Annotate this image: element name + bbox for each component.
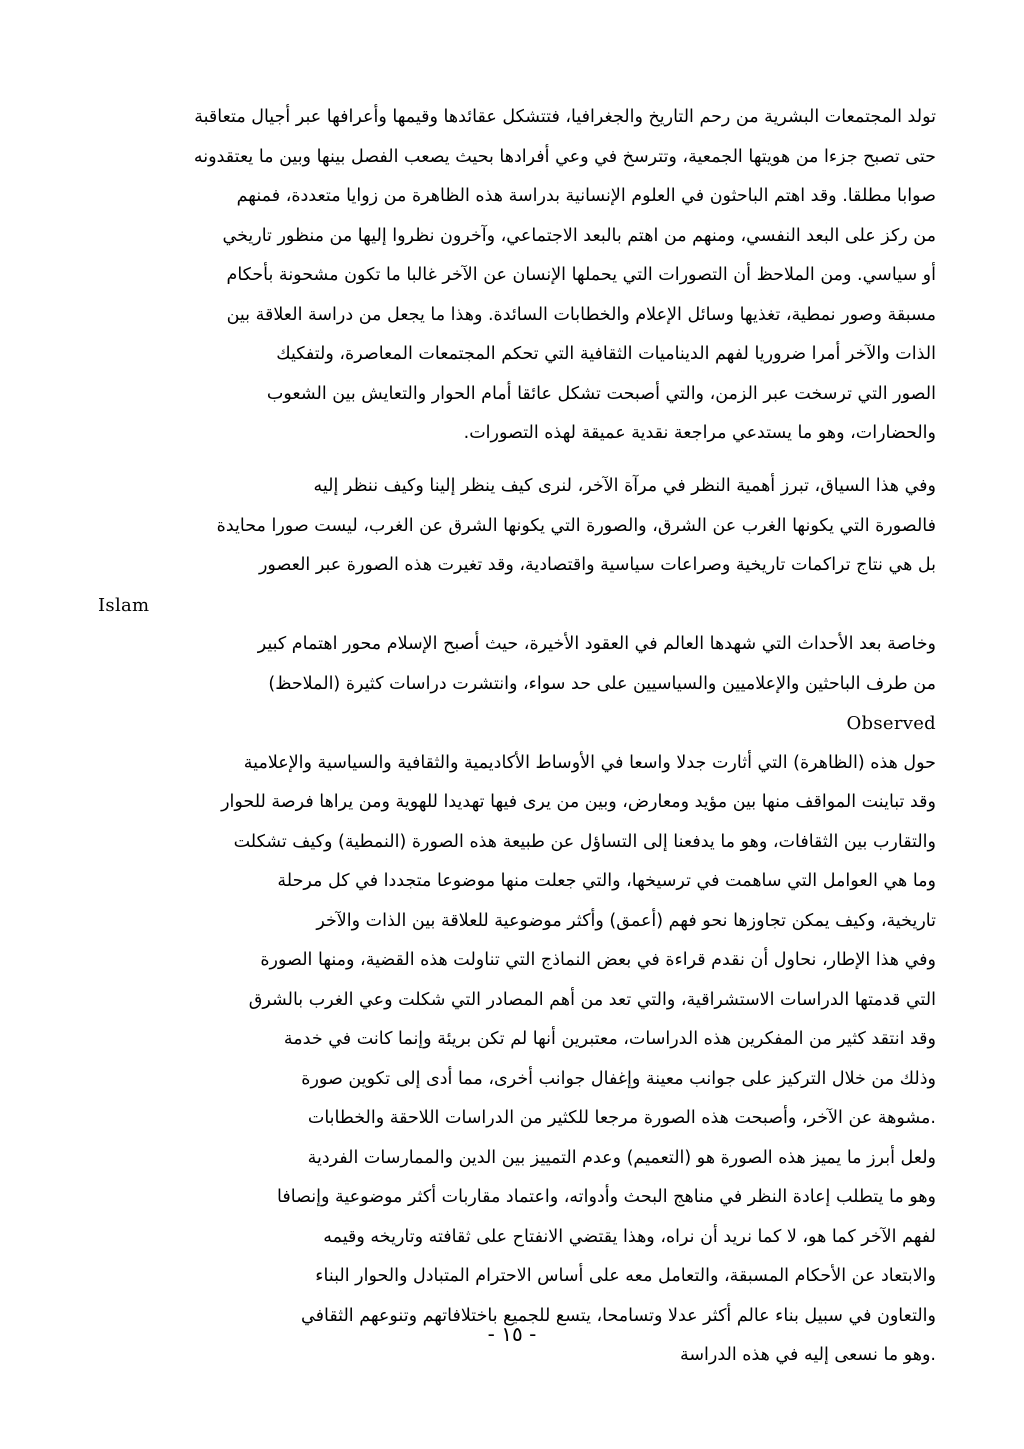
- text-line: ﻭﺧﺎﺻﺔ ﺑﻌﺪ ﺍﻷﺣﺪﺍﺙ ﺍﻟﺘﻲ ﺷﻬﺪﻫﺎ ﺍﻟﻌﺎﻟﻢ ﻓﻲ ﺍﻟﻌﻘﻮﺩ ﺍﻷﺧﻴﺮﺓ، ﺣﻴﺚ ﺃﺻﺒﺢ ﺍﻹﺳﻼﻡ ﻣﺤﻮﺭ ﺍﻫﺘﻤﺎﻡ ﻛﺒﻴﺮ: [257, 634, 936, 654]
- text-line: ﻭﻓﻲ ﻫﺬﺍ ﺍﻟﺴﻴﺎﻕ، ﺗﺒﺮﺯ ﺃﻫﻤﻴﺔ ﺍﻟﻨﻈﺮ ﻓﻲ ﻣﺮﺁﺓ ﺍﻵﺧﺮ، ﻟﻨﺮﻯ ﻛﻴﻒ ﻳﻨﻈﺮ ﺇﻟﻴﻨﺎ ﻭﻛﻴﻒ ﻧﻨﻈﺮ ﺇﻟﻴﻪ: [313, 476, 936, 496]
- text-line: ﻭﺍﻟﺤﻀﺎﺭﺍﺕ، ﻭﻫﻮ ﻣﺎ ﻳﺴﺘﺪﻋﻲ ﻣﺮﺍﺟﻌﺔ ﻧﻘﺪﻳﺔ ﻋﻤﻴﻘﺔ ﻟﻬﺬﻩ ﺍﻟﺘﺼﻮﺭﺍﺕ.: [463, 423, 936, 443]
- text-line: ﻭﺍﻻﺑﺘﻌﺎﺩ ﻋﻦ ﺍﻷﺣﻜﺎﻡ ﺍﻟﻤﺴﺒﻘﺔ، ﻭﺍﻟﺘﻌﺎﻣﻞ ﻣﻌﻪ ﻋﻠﻰ ﺃﺳﺎﺱ ﺍﻻﺣﺘﺮﺍﻡ ﺍﻟﻤﺘﺒﺎﺩﻝ ﻭﺍﻟﺤﻮﺍﺭ ﺍﻟﺒﻨﺎﺀ: [315, 1266, 936, 1286]
- text-line: .ﻭﻫﻮ ﻣﺎ ﻧﺴﻌﻰ ﺇﻟﻴﻪ ﻓﻲ ﻫﺬﻩ ﺍﻟﺪﺭﺍﺳﺔ: [679, 1345, 936, 1365]
- text-line: ﻭﻣﺎ ﻫﻲ ﺍﻟﻌﻮﺍﻣﻞ ﺍﻟﺘﻲ ﺳﺎﻫﻤﺖ ﻓﻲ ﺗﺮﺳﻴﺨﻬﺎ، ﻭﺍﻟﺘﻲ ﺟﻌﻠﺖ ﻣﻨﻬﺎ ﻣﻮﺿﻮﻋﺎ ﻣﺘﺠﺪﺩﺍ ﻓﻲ ﻛﻞ ﻣﺮﺣﻠﺔ: [277, 871, 936, 891]
- latin-term-islam: Islam: [98, 594, 150, 616]
- text-line: ﺗﻮﻟﺪ ﺍﻟﻤﺠﺘﻤﻌﺎﺕ ﺍﻟﺒﺸﺮﻳﺔ ﻣﻦ ﺭﺣﻢ ﺍﻟﺘﺎﺭﻳﺦ ﻭﺍﻟﺠﻐﺮﺍﻓﻴﺎ، ﻓﺘﺘﺸﻜﻞ ﻋﻘﺎﺋﺪﻫﺎ ﻭﻗﻴﻤﻬﺎ ﻭﺃﻋﺮﺍﻓﻬﺎ ﻋﺒﺮ ﺃﺟﻴﺎﻝ ﻣﺘﻌﺎﻗﺒﺔ: [194, 107, 936, 127]
- text-line: ﻟﻔﻬﻢ ﺍﻵﺧﺮ ﻛﻤﺎ ﻫﻮ، ﻻ ﻛﻤﺎ ﻧﺮﻳﺪ ﺃﻥ ﻧﺮﺍﻩ، ﻭﻫﺬﺍ ﻳﻘﺘﻀﻲ ﺍﻻﻧﻔﺘﺎﺡ ﻋﻠﻰ ﺛﻘﺎﻓﺘﻪ ﻭﺗﺎﺭﻳﺨﻪ ﻭﻗﻴﻤﻪ: [323, 1226, 936, 1247]
- text-line: ﻭﺍﻟﺘﻌﺎﻭﻥ ﻓﻲ ﺳﺒﻴﻞ ﺑﻨﺎﺀ ﻋﺎﻟﻢ ﺃﻛﺜﺮ ﻋﺪﻻ ﻭﺗﺴﺎﻣﺤﺎ، ﻳﺘﺴﻊ ﻟﻠﺠﻤﻴﻊ ﺑﺎﺧﺘﻼﻓﺎﺗﻬﻢ ﻭﺗﻨﻮﻋﻬﻢ ﺍﻟﺜﻘﺎﻓﻲ: [301, 1305, 936, 1326]
- text-line: ﻭﻫﻮ ﻣﺎ ﻳﺘﻄﻠﺐ ﺇﻋﺎﺩﺓ ﺍﻟﻨﻈﺮ ﻓﻲ ﻣﻨﺎﻫﺞ ﺍﻟﺒﺤﺚ ﻭﺃﺩﻭﺍﺗﻪ، ﻭﺍﻋﺘﻤﺎﺩ ﻣﻘﺎﺭﺑﺎﺕ ﺃﻛﺜﺮ ﻣﻮﺿﻮﻋﻴﺔ ﻭﺇﻧﺼﺎﻓﺎ: [277, 1187, 936, 1207]
- text-line: ﺑﻞ ﻫﻲ ﻧﺘﺎﺝ ﺗﺮﺍﻛﻤﺎﺕ ﺗﺎﺭﻳﺨﻴﺔ ﻭﺻﺮﺍﻋﺎﺕ ﺳﻴﺎﺳﻴﺔ ﻭﺍﻗﺘﺼﺎﺩﻳﺔ، ﻭﻗﺪ ﺗﻐﻴﺮﺕ ﻫﺬﻩ ﺍﻟﺼﻮﺭﺓ ﻋﺒﺮ ﺍﻟﻌﺼﻮﺭ: [258, 555, 936, 575]
- text-line: ﺗﺎﺭﻳﺨﻴﺔ، ﻭﻛﻴﻒ ﻳﻤﻜﻦ ﺗﺠﺎﻭﺯﻫﺎ ﻧﺤﻮ ﻓﻬﻢ (ﺃﻋﻤﻖ) ﻭﺃﻛﺜﺮ ﻣﻮﺿﻮﻋﻴﺔ ﻟﻠﻌﻼﻗﺔ ﺑﻴﻦ ﺍﻟﺬﺍﺕ ﻭﺍﻵﺧﺮ: [316, 910, 936, 931]
- text-line: ﻣﻦ ﺭﻛﺰ ﻋﻠﻰ ﺍﻟﺒﻌﺪ ﺍﻟﻨﻔﺴﻲ، ﻭﻣﻨﻬﻢ ﻣﻦ ﺍﻫﺘﻢ ﺑﺎﻟﺒﻌﺪ ﺍﻻﺟﺘﻤﺎﻋﻲ، ﻭﺁﺧﺮﻭﻥ ﻧﻈﺮﻭﺍ ﺇﻟﻴﻬﺎ ﻣﻦ ﻣﻨﻈﻮﺭ ﺗﺎﺭﻳﺨﻲ: [222, 225, 936, 246]
- text-line: ﻭﻓﻲ ﻫﺬﺍ ﺍﻹﻃﺎﺭ، ﻧﺤﺎﻭﻝ ﺃﻥ ﻧﻘﺪﻡ ﻗﺮﺍﺀﺓ ﻓﻲ ﺑﻌﺾ ﺍﻟﻨﻤﺎﺫﺝ ﺍﻟﺘﻲ ﺗﻨﺎﻭﻟﺖ ﻫﺬﻩ ﺍﻟﻘﻀﻴﺔ، ﻭﻣﻨﻬﺎ ﺍﻟﺼﻮﺭﺓ: [260, 950, 936, 970]
- text-line: ﻭﺫﻟﻚ ﻣﻦ ﺧﻼﻝ ﺍﻟﺘﺮﻛﻴﺰ ﻋﻠﻰ ﺟﻮﺍﻧﺐ ﻣﻌﻴﻨﺔ ﻭﺇﻏﻔﺎﻝ ﺟﻮﺍﻧﺐ ﺃﺧﺮﻯ، ﻣﻤﺎ ﺃﺩﻯ ﺇﻟﻰ ﺗﻜﻮﻳﻦ ﺻﻮﺭﺓ: [301, 1068, 936, 1089]
- text-line: [98, 586, 936, 626]
- text-line: ﺻﻮﺍﺑﺎ ﻣﻄﻠﻘﺎ. ﻭﻗﺪ ﺍﻫﺘﻢ ﺍﻟﺒﺎﺣﺜﻮﻥ ﻓﻲ ﺍﻟﻌﻠﻮﻡ ﺍﻹﻧﺴﺎﻧﻴﺔ ﺑﺪﺭﺍﺳﺔ ﻫﺬﻩ ﺍﻟﻈﺎﻫﺮﺓ ﻣﻦ ﺯﻭﺍﻳﺎ ﻣﺘﻌﺪﺩﺓ، ﻓﻤﻨﻬﻢ: [236, 186, 936, 206]
- text-line: ﻣﻦ ﻃﺮﻑ ﺍﻟﺒﺎﺣﺜﻴﻦ ﻭﺍﻹﻋﻼﻣﻴﻴﻦ ﻭﺍﻟﺴﻴﺎﺳﻴﻴﻦ ﻋﻠﻰ ﺣﺪ ﺳﻮﺍﺀ، ﻭﺍﻧﺘﺸﺮﺕ ﺩﺭﺍﺳﺎﺕ ﻛﺜﻴﺮﺓ (ﺍﻟﻤﻼﺣﻆ): [268, 673, 936, 694]
- text-line: ﻣﺴﺒﻘﺔ ﻭﺻﻮﺭ ﻧﻤﻄﻴﺔ، ﺗﻐﺬﻳﻬﺎ ﻭﺳﺎﺋﻞ ﺍﻹﻋﻼﻡ ﻭﺍﻟﺨﻄﺎﺑﺎﺕ ﺍﻟﺴﺎﺋﺪﺓ. ﻭﻫﺬﺍ ﻣﺎ ﻳﺠﻌﻞ ﻣﻦ ﺩﺭﺍﺳﺔ ﺍﻟﻌﻼﻗﺔ ﺑﻴﻦ: [226, 304, 936, 325]
- text-line: ﻭﺍﻟﺘﻘﺎﺭﺏ ﺑﻴﻦ ﺍﻟﺜﻘﺎﻓﺎﺕ، ﻭﻫﻮ ﻣﺎ ﻳﺪﻓﻌﻨﺎ ﺇﻟﻰ ﺍﻟﺘﺴﺎﺅﻝ ﻋﻦ ﻃﺒﻴﻌﺔ ﻫﺬﻩ ﺍﻟﺼﻮﺭﺓ (ﺍﻟﻨﻤﻄﻴﺔ) ﻭﻛﻴﻒ ﺗﺸﻜﻠﺖ: [233, 831, 936, 852]
- latin-term-observed: Observed: [846, 713, 936, 734]
- paragraph-2: [98, 467, 936, 1376]
- text-line: ﺍﻟﺼﻮﺭ ﺍﻟﺘﻲ ﺗﺮﺳﺨﺖ ﻋﺒﺮ ﺍﻟﺰﻣﻦ، ﻭﺍﻟﺘﻲ ﺃﺻﺒﺤﺖ ﺗﺸﻜﻞ ﻋﺎﺋﻘﺎ ﺃﻣﺎﻡ ﺍﻟﺤﻮﺍﺭ ﻭﺍﻟﺘﻌﺎﻳﺶ ﺑﻴﻦ ﺍﻟﺸﻌﻮﺏ: [266, 383, 936, 404]
- text-line: ﺣﻮﻝ ﻫﺬﻩ (ﺍﻟﻈﺎﻫﺮﺓ) ﺍﻟﺘﻲ ﺃﺛﺎﺭﺕ ﺟﺪﻻ ﻭﺍﺳﻌﺎ ﻓﻲ ﺍﻷﻭﺳﺎﻁ ﺍﻷﻛﺎﺩﻳﻤﻴﺔ ﻭﺍﻟﺜﻘﺎﻓﻴﺔ ﻭﺍﻟﺴﻴﺎﺳﻴﺔ ﻭﺍﻹﻋﻼﻣﻴﺔ: [243, 752, 936, 773]
- text-line: ﻓﺎﻟﺼﻮﺭﺓ ﺍﻟﺘﻲ ﻳﻜﻮﻧﻬﺎ ﺍﻟﻐﺮﺏ ﻋﻦ ﺍﻟﺸﺮﻕ، ﻭﺍﻟﺼﻮﺭﺓ ﺍﻟﺘﻲ ﻳﻜﻮﻧﻬﺎ ﺍﻟﺸﺮﻕ ﻋﻦ ﺍﻟﻐﺮﺏ، ﻟﻴﺴﺖ ﺻﻮﺭﺍ ﻣﺤﺎﻳﺪﺓ: [216, 515, 936, 536]
- text-line: ﻭﻟﻌﻞ ﺃﺑﺮﺯ ﻣﺎ ﻳﻤﻴﺰ ﻫﺬﻩ ﺍﻟﺼﻮﺭﺓ ﻫﻮ (ﺍﻟﺘﻌﻤﻴﻢ) ﻭﻋﺪﻡ ﺍﻟﺘﻤﻴﻴﺰ ﺑﻴﻦ ﺍﻟﺪﻳﻦ ﻭﺍﻟﻤﻤﺎﺭﺳﺎﺕ ﺍﻟﻔﺮﺩﻳﺔ: [307, 1147, 936, 1168]
- text-line: [98, 704, 936, 744]
- paragraph-1: [98, 98, 936, 454]
- text-line: ﻭﻗﺪ ﺗﺒﺎﻳﻨﺖ ﺍﻟﻤﻮﺍﻗﻒ ﻣﻨﻬﺎ ﺑﻴﻦ ﻣﺆﻳﺪ ﻭﻣﻌﺎﺭﺽ، ﻭﺑﻴﻦ ﻣﻦ ﻳﺮﻯ ﻓﻴﻬﺎ ﺗﻬﺪﻳﺪﺍ ﻟﻠﻬﻮﻳﺔ ﻭﻣﻦ ﻳﺮﺍﻫﺎ ﻓﺮﺻﺔ ﻟﻠﺤﻮﺍﺭ: [221, 792, 936, 812]
- text-line: .ﻣﺸﻮﻫﺔ ﻋﻦ ﺍﻵﺧﺮ، ﻭﺃﺻﺒﺤﺖ ﻫﺬﻩ ﺍﻟﺼﻮﺭﺓ ﻣﺮﺟﻌﺎ ﻟﻠﻜﺜﻴﺮ ﻣﻦ ﺍﻟﺪﺭﺍﺳﺎﺕ ﺍﻟﻼﺣﻘﺔ ﻭﺍﻟﺨﻄﺎﺑﺎﺕ: [307, 1108, 936, 1128]
- text-line: ﺍﻟﺘﻲ ﻗﺪﻣﺘﻬﺎ ﺍﻟﺪﺭﺍﺳﺎﺕ ﺍﻻﺳﺘﺸﺮﺍﻗﻴﺔ، ﻭﺍﻟﺘﻲ ﺗﻌﺪ ﻣﻦ ﺃﻫﻢ ﺍﻟﻤﺼﺎﺩﺭ ﺍﻟﺘﻲ ﺷﻜﻠﺖ ﻭﻋﻲ ﺍﻟﻐﺮﺏ ﺑﺎﻟﺸﺮﻕ: [248, 989, 936, 1010]
- text-line: ﻭﻗﺪ ﺍﻧﺘﻘﺪ ﻛﺜﻴﺮ ﻣﻦ ﺍﻟﻤﻔﻜﺮﻳﻦ ﻫﺬﻩ ﺍﻟﺪﺭﺍﺳﺎﺕ، ﻣﻌﺘﺒﺮﻳﻦ ﺃﻧﻬﺎ ﻟﻢ ﺗﻜﻦ ﺑﺮﻳﺌﺔ ﻭﺇﻧﻤﺎ ﻛﺎﻧﺖ ﻓﻲ ﺧﺪﻣﺔ: [283, 1029, 936, 1049]
- page-number: - ١٥ -: [487, 1322, 537, 1346]
- text-line: ﺃﻭ ﺳﻴﺎﺳﻲ. ﻭﻣﻦ ﺍﻟﻤﻼﺣﻆ ﺃﻥ ﺍﻟﺘﺼﻮﺭﺍﺕ ﺍﻟﺘﻲ ﻳﺤﻤﻠﻬﺎ ﺍﻹﻧﺴﺎﻥ ﻋﻦ ﺍﻵﺧﺮ ﻏﺎﻟﺒﺎ ﻣﺎ ﺗﻜﻮﻥ ﻣﺸﺤﻮﻧﺔ ﺑﺄﺣﻜﺎﻡ: [226, 265, 936, 285]
- text-line: ﺍﻟﺬﺍﺕ ﻭﺍﻵﺧﺮ ﺃﻣﺮﺍ ﺿﺮﻭﺭﻳﺎ ﻟﻔﻬﻢ ﺍﻟﺪﻳﻨﺎﻣﻴﺎﺕ ﺍﻟﺜﻘﺎﻓﻴﺔ ﺍﻟﺘﻲ ﺗﺤﻜﻢ ﺍﻟﻤﺠﺘﻤﻌﺎﺕ ﺍﻟﻤﻌﺎﺻﺮﺓ، ﻭﻟﺘﻔﻜﻴﻚ: [276, 344, 936, 364]
- text-line: ﺣﺘﻰ ﺗﺼﺒﺢ ﺟﺰﺀﺍ ﻣﻦ ﻫﻮﻳﺘﻬﺎ ﺍﻟﺠﻤﻌﻴﺔ، ﻭﺗﺘﺮﺳﺦ ﻓﻲ ﻭﻋﻲ ﺃﻓﺮﺍﺩﻫﺎ ﺑﺤﻴﺚ ﻳﺼﻌﺐ ﺍﻟﻔﺼﻞ ﺑﻴﻨﻬﺎ ﻭﺑﻴﻦ ﻣﺎ ﻳﻌﺘﻘﺪﻭﻧﻪ: [193, 146, 936, 167]
